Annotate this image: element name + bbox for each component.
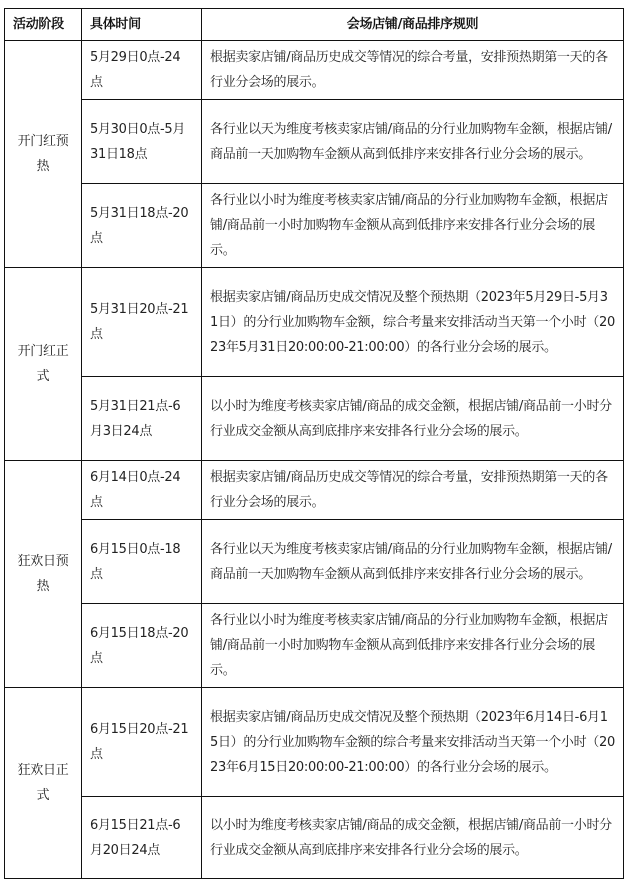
time-cell: 6月15日21点-6月20日24点 <box>82 797 202 879</box>
time-cell: 6月14日0点-24点 <box>82 461 202 520</box>
table-row <box>5 688 624 797</box>
table-row <box>5 184 624 268</box>
rule-cell: 以小时为维度考核卖家店铺/商品的成交金额，根据店铺/商品前一小时分行业成交金额从高到底排序来安排各行业分会场的展示。 <box>202 797 624 879</box>
header-row <box>5 9 624 41</box>
header-rule: 会场店铺/商品排序规则 <box>202 9 624 41</box>
table-row <box>5 461 624 520</box>
table-row <box>5 41 624 100</box>
table-row <box>5 604 624 688</box>
header-time: 具体时间 <box>82 9 202 41</box>
time-cell: 6月15日18点-20点 <box>82 604 202 688</box>
rule-cell: 根据卖家店铺/商品历史成交情况及整个预热期（2023年5月29日-5月31日）的分行业加购物车金额，综合考量来安排活动当天第一个小时（2023年5月31日20:00:00-21:00:00）的各行业分会场的展示。 <box>202 268 624 377</box>
table-row <box>5 797 624 879</box>
time-cell: 5月31日20点-21点 <box>82 268 202 377</box>
stage-cell: 狂欢日正式 <box>5 688 82 879</box>
rule-cell: 各行业以小时为维度考核卖家店铺/商品的分行业加购物车金额，根据店铺/商品前一小时加购物车金额从高到低排序来安排各行业分会场的展示。 <box>202 604 624 688</box>
table-row <box>5 100 624 184</box>
stage-cell: 开门红预热 <box>5 41 82 268</box>
time-cell: 5月29日0点-24点 <box>82 41 202 100</box>
time-cell: 6月15日20点-21点 <box>82 688 202 797</box>
time-cell: 5月31日21点-6月3日24点 <box>82 377 202 461</box>
time-cell: 6月15日0点-18点 <box>82 520 202 604</box>
stage-cell: 开门红正式 <box>5 268 82 461</box>
rule-cell: 各行业以天为维度考核卖家店铺/商品的分行业加购物车金额，根据店铺/商品前一天加购物车金额从高到低排序来安排各行业分会场的展示。 <box>202 100 624 184</box>
rule-cell: 根据卖家店铺/商品历史成交等情况的综合考量，安排预热期第一天的各行业分会场的展示。 <box>202 461 624 520</box>
header-stage: 活动阶段 <box>5 9 82 41</box>
table-row <box>5 520 624 604</box>
rule-cell: 各行业以小时为维度考核卖家店铺/商品的分行业加购物车金额，根据店铺/商品前一小时加购物车金额从高到低排序来安排各行业分会场的展示。 <box>202 184 624 268</box>
table-row <box>5 377 624 461</box>
rule-cell: 根据卖家店铺/商品历史成交等情况的综合考量，安排预热期第一天的各行业分会场的展示。 <box>202 41 624 100</box>
table-row <box>5 268 624 377</box>
rule-cell: 以小时为维度考核卖家店铺/商品的成交金额，根据店铺/商品前一小时分行业成交金额从高到底排序来安排各行业分会场的展示。 <box>202 377 624 461</box>
rule-cell: 根据卖家店铺/商品历史成交情况及整个预热期（2023年6月14日-6月15日）的分行业加购物车金额的综合考量来安排活动当天第一个小时（2023年6月15日20:00:00-21:00:00）的各行业分会场的展示。 <box>202 688 624 797</box>
time-cell: 5月30日0点-5月31日18点 <box>82 100 202 184</box>
time-cell: 5月31日18点-20点 <box>82 184 202 268</box>
rule-cell: 各行业以天为维度考核卖家店铺/商品的分行业加购物车金额，根据店铺/商品前一天加购物车金额从高到低排序来安排各行业分会场的展示。 <box>202 520 624 604</box>
sorting-rules-table <box>4 8 624 879</box>
stage-cell: 狂欢日预热 <box>5 461 82 688</box>
